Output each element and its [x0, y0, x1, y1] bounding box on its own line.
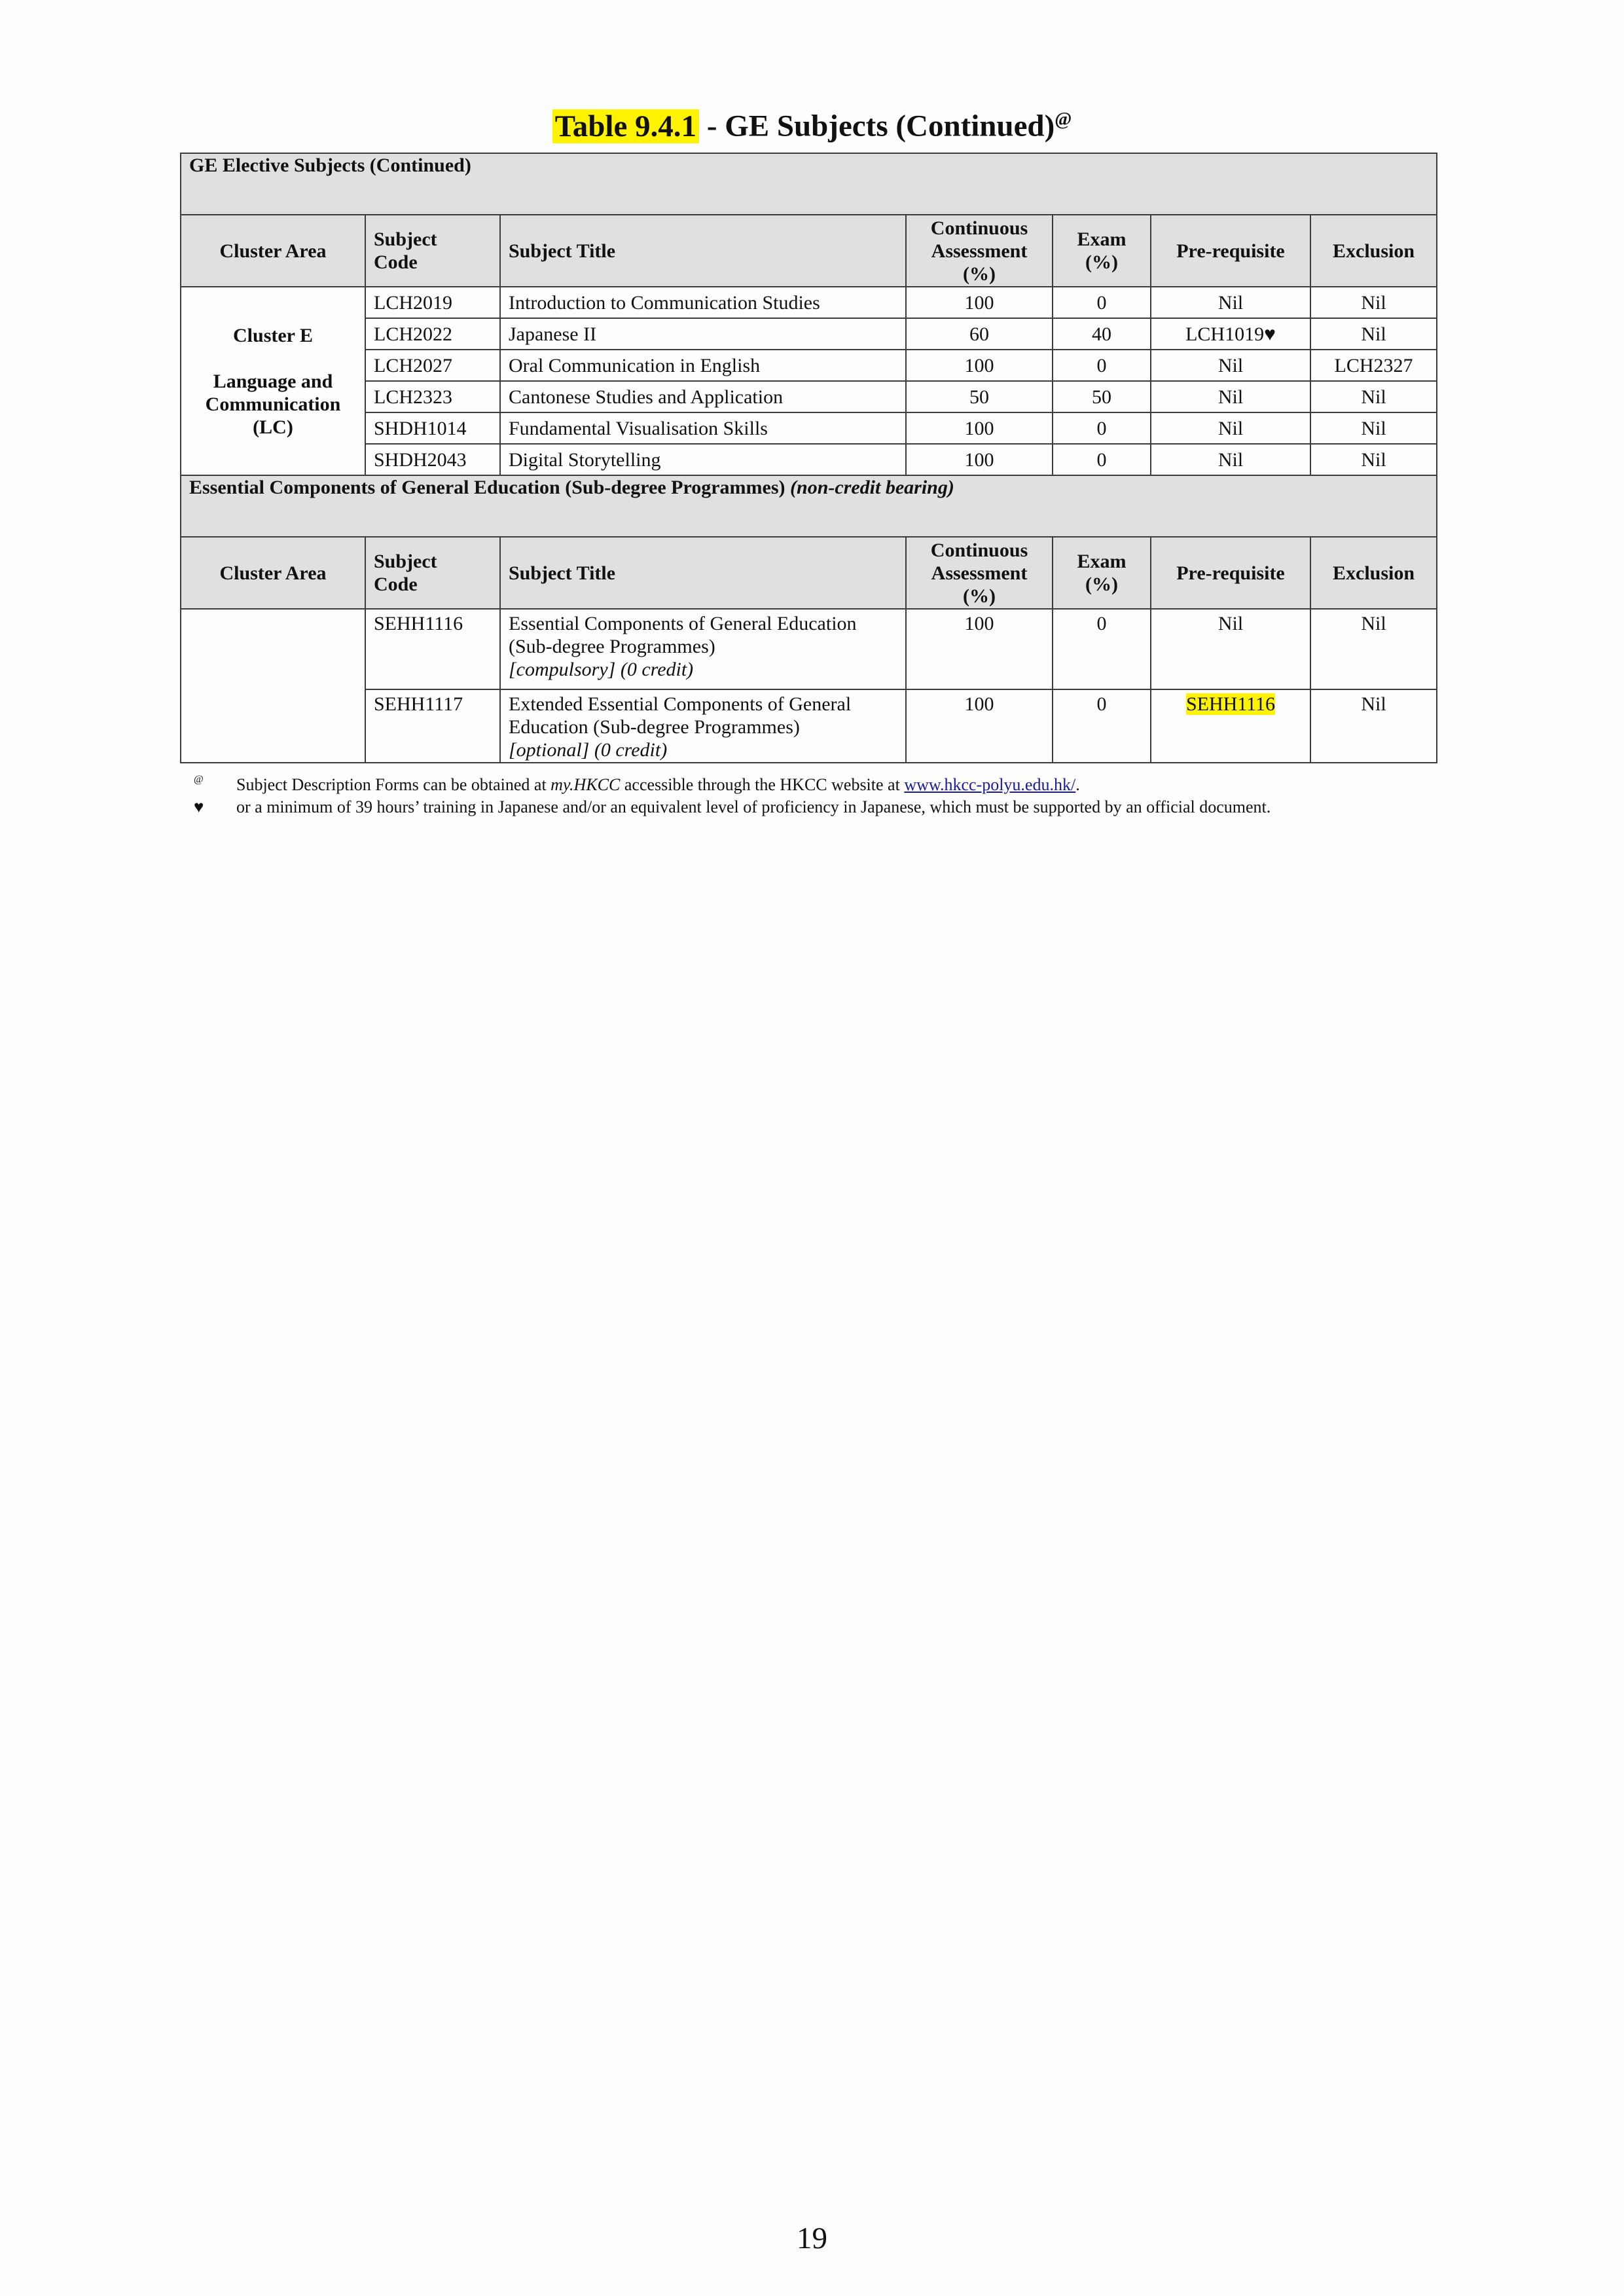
header-cluster-area: Cluster Area	[181, 537, 365, 609]
subject-code: SEHH1116	[365, 609, 500, 689]
header-prerequisite: Pre-requisite	[1151, 215, 1310, 287]
exclusion-value: LCH2327	[1310, 350, 1437, 381]
subject-title: Japanese II	[500, 318, 906, 350]
ca-value: 100	[906, 689, 1053, 763]
cluster-area-cell-empty	[181, 609, 365, 763]
ca-value: 100	[906, 609, 1053, 689]
title-footnote-marker: @	[1055, 109, 1072, 130]
section-heading-essential-components: Essential Components of General Education (Sub-degree Programmes) (non-credit bearing)	[181, 475, 1437, 537]
table-header-row	[181, 537, 1437, 609]
footnote-2	[194, 796, 1271, 818]
subject-code: LCH2027	[365, 350, 500, 381]
heart-icon: ♥	[194, 797, 204, 816]
header-exclusion: Exclusion	[1310, 537, 1437, 609]
header-subject-title: Subject Title	[500, 215, 906, 287]
subject-code: LCH2323	[365, 381, 500, 412]
prerequisite-value: LCH1019♥	[1151, 318, 1310, 350]
prerequisite-value: Nil	[1151, 381, 1310, 412]
exclusion-value: Nil	[1310, 689, 1437, 763]
header-subject-title: Subject Title	[500, 537, 906, 609]
hkcc-website-link[interactable]: www.hkcc-polyu.edu.hk/	[904, 775, 1076, 794]
subject-title: Fundamental Visualisation Skills	[500, 412, 906, 444]
subject-code: SEHH1117	[365, 689, 500, 763]
exam-value: 0	[1053, 412, 1151, 444]
exclusion-value: Nil	[1310, 287, 1437, 318]
table-row	[181, 444, 1437, 475]
ca-value: 50	[906, 381, 1053, 412]
table-header-row	[181, 215, 1437, 287]
ca-value: 100	[906, 412, 1053, 444]
ca-value: 100	[906, 350, 1053, 381]
header-exclusion: Exclusion	[1310, 215, 1437, 287]
prerequisite-highlight: SEHH1116	[1185, 693, 1276, 715]
ca-value: 100	[906, 287, 1053, 318]
header-continuous-assessment: Continuous Assessment (%)	[906, 215, 1053, 287]
table-row	[181, 609, 1437, 689]
prerequisite-value: Nil	[1151, 412, 1310, 444]
exam-value: 0	[1053, 689, 1151, 763]
title-text: - GE Subjects (Continued)	[699, 109, 1055, 143]
footnote-1-text: Subject Description Forms can be obtained at my.HKCC accessible through the HKCC website at www.hkcc-polyu.edu.hk/.	[236, 775, 1080, 794]
subject-code: LCH2022	[365, 318, 500, 350]
ge-subjects-table	[180, 153, 1437, 763]
exam-value: 0	[1053, 350, 1151, 381]
table-row	[181, 381, 1437, 412]
exclusion-value: Nil	[1310, 381, 1437, 412]
cluster-area-cell: Cluster E Language and Communication (LC)	[181, 287, 365, 475]
subject-code: SHDH1014	[365, 412, 500, 444]
subject-title: Introduction to Communication Studies	[500, 287, 906, 318]
footnotes	[194, 774, 1271, 818]
table-row	[181, 689, 1437, 763]
exclusion-value: Nil	[1310, 609, 1437, 689]
subject-title: Essential Components of General Education (Sub-degree Programmes) [compulsory] (0 credit)	[500, 609, 906, 689]
page-number: 19	[797, 2221, 827, 2255]
exclusion-value: Nil	[1310, 444, 1437, 475]
table-number-highlight: Table 9.4.1	[552, 109, 699, 143]
ca-value: 100	[906, 444, 1053, 475]
subject-title: Oral Communication in English	[500, 350, 906, 381]
section-heading-ge-electives: GE Elective Subjects (Continued)	[181, 153, 1437, 215]
ca-value: 60	[906, 318, 1053, 350]
prerequisite-value: Nil	[1151, 287, 1310, 318]
prerequisite-value	[1151, 689, 1310, 763]
header-continuous-assessment: Continuous Assessment (%)	[906, 537, 1053, 609]
subject-title: Extended Essential Components of General Education (Sub-degree Programmes) [optional] (0 credit)	[500, 689, 906, 763]
prerequisite-value: Nil	[1151, 444, 1310, 475]
subject-code: SHDH2043	[365, 444, 500, 475]
header-subject-code: Subject Code	[365, 215, 500, 287]
prerequisite-value: Nil	[1151, 609, 1310, 689]
footnote-2-text: or a minimum of 39 hours’ training in Japanese and/or an equivalent level of proficiency in Japanese, which must be supported by an official document.	[236, 797, 1271, 816]
footnote-at-marker: @	[194, 774, 204, 785]
table-row	[181, 350, 1437, 381]
exclusion-value: Nil	[1310, 318, 1437, 350]
page-title	[0, 97, 1624, 149]
exam-value: 40	[1053, 318, 1151, 350]
exam-value: 0	[1053, 609, 1151, 689]
exclusion-value: Nil	[1310, 412, 1437, 444]
header-exam: Exam (%)	[1053, 537, 1151, 609]
header-prerequisite: Pre-requisite	[1151, 537, 1310, 609]
subject-title: Cantonese Studies and Application	[500, 381, 906, 412]
exam-value: 0	[1053, 444, 1151, 475]
table-row	[181, 412, 1437, 444]
table-row	[181, 287, 1437, 318]
subject-title: Digital Storytelling	[500, 444, 906, 475]
subject-code: LCH2019	[365, 287, 500, 318]
exam-value: 0	[1053, 287, 1151, 318]
header-exam: Exam (%)	[1053, 215, 1151, 287]
table-row	[181, 318, 1437, 350]
exam-value: 50	[1053, 381, 1151, 412]
footnote-1	[194, 774, 1271, 796]
header-cluster-area: Cluster Area	[181, 215, 365, 287]
prerequisite-value: Nil	[1151, 350, 1310, 381]
header-subject-code: Subject Code	[365, 537, 500, 609]
